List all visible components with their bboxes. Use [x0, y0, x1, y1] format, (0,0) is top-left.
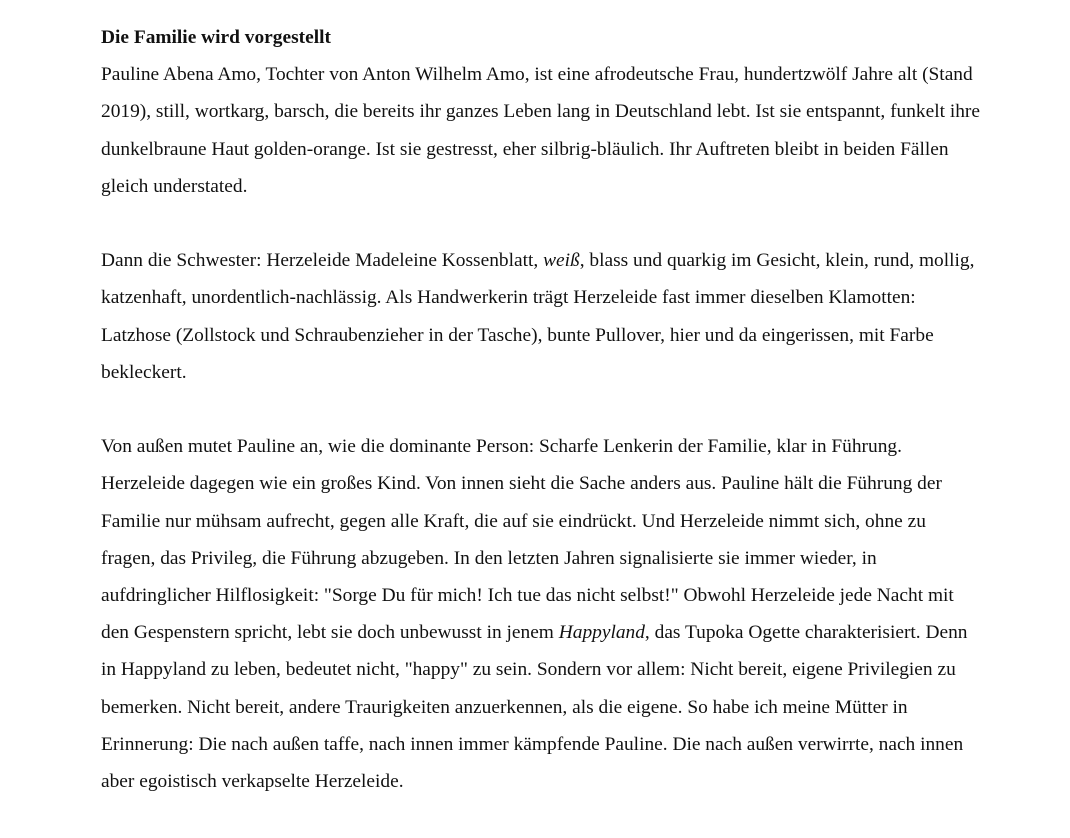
- paragraph-comparison: [101, 428, 981, 800]
- paragraph-text: , blass und quarkig im Gesicht, klein, rund, mollig, katzenhaft, unordentlich-nachlässig. Als Handwerkerin trägt Herzeleide fast immer dieselben Klamotten: Latzhose (Zollstock und Schraubenzieher in der Tasche), bunte Pullover, hier und da eingerissen, mit Farbe bekleckert.: [101, 250, 975, 383]
- paragraph-text: , das Tupoka Ogette charakterisiert. Denn in Happyland zu leben, bedeutet nicht, "happy" zu sein. Sondern vor allem: Nicht bereit, eigene Privilegien zu bemerken. Nicht bereit, andere Traurigkeiten anzuerkennen, als die eigene. So habe ich meine Mütter in Erinnerung: Die nach außen taffe, nach innen immer kämpfende Pauline. Die nach außen verwirrte, nach innen aber egoistisch verkapselte Herzeleide.: [101, 622, 968, 793]
- paragraph-text: Von außen mutet Pauline an, wie die dominante Person: Scharfe Lenkerin der Familie, klar in Führung. Herzeleide dagegen wie ein großes Kind. Von innen sieht die Sache anders aus. Pauline hält die Führung der Familie nur mühsam aufrecht, gegen alle Kraft, die auf sie eindrückt. Und Herzeleide nimmt sich, ohne zu fragen, das Privileg, die Führung abzugeben. In den letzten Jahren signalisierte sie immer wieder, in aufdringlicher Hilflosigkeit: "Sorge Du für mich! Ich tue das nicht selbst!" Obwohl Herzeleide jede Nacht mit den Gespenstern spricht, lebt sie doch unbewusst in jenem: [101, 436, 954, 644]
- emphasis-text: weiß: [543, 250, 580, 272]
- section-heading: Die Familie wird vorgestellt: [101, 27, 331, 48]
- document-body: [101, 19, 981, 800]
- emphasis-text: Happyland: [558, 622, 645, 644]
- paragraph-herzeleide: [101, 242, 981, 391]
- paragraph-pauline: Pauline Abena Amo, Tochter von Anton Wilhelm Amo, ist eine afrodeutsche Frau, hundertzwölf Jahre alt (Stand 2019), still, wortkarg, barsch, die bereits ihr ganzes Leben lang in Deutschland lebt. Ist sie entspannt, funkelt ihre dunkelbraune Haut golden-orange. Ist sie gestresst, eher silbrig-bläulich. Ihr Auftreten bleibt in beiden Fällen gleich understated.: [101, 64, 980, 197]
- paragraph-text: Dann die Schwester: Herzeleide Madeleine Kossenblatt,: [101, 250, 544, 272]
